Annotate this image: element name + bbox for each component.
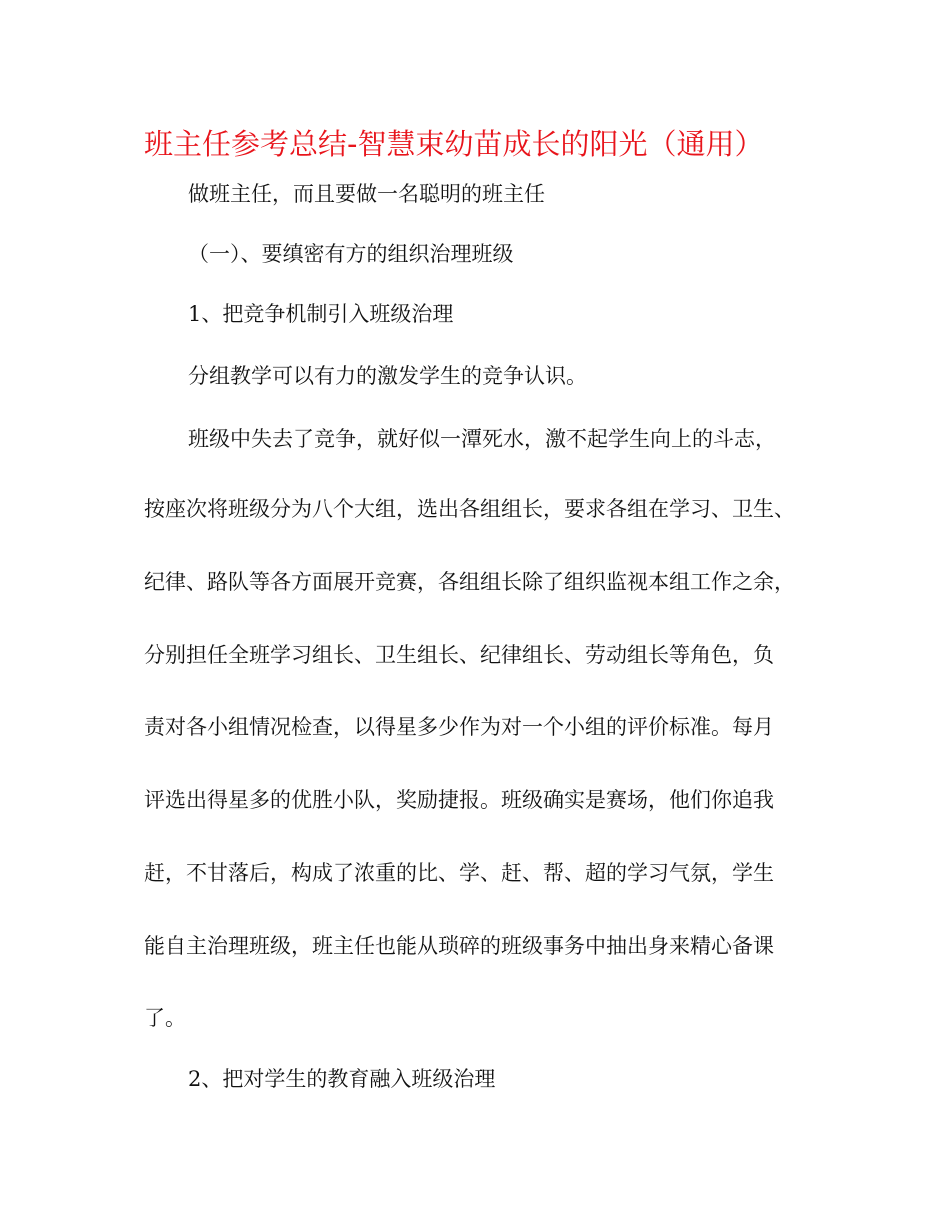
text-line: 分别担任全班学习组长、卫生组长、纪律组长、劳动组长等角色，负: [144, 643, 774, 667]
text-line: 班级中失去了竞争，就好似一潭死水，激不起学生向上的斗志，: [188, 427, 776, 451]
subheading-1: 1、把竞争机制引入班级治理: [188, 302, 454, 326]
text-line: 分组教学可以有力的激发学生的竞争认识。: [188, 364, 587, 388]
text-line: 评选出得星多的优胜小队，奖励捷报。班级确实是赛场，他们你追我: [144, 788, 774, 812]
text-line: 按座次将班级分为八个大组，选出各组组长，要求各组在学习、卫生、: [144, 497, 795, 521]
text-line: 能自主治理班级，班主任也能从琐碎的班级事务中抽出身来精心备课: [144, 934, 774, 958]
text-line-intro: 做班主任，而且要做一名聪明的班主任: [188, 182, 545, 206]
document-title: 班主任参考总结-智慧束幼苗成长的阳光（通用）: [144, 127, 764, 161]
subheading-2: 2、把对学生的教育融入班级治理: [188, 1067, 496, 1091]
section-heading-1: （一）、要缜密有方的组织治理班级: [188, 242, 514, 266]
text-line: 责对各小组情况检查，以得星多少作为对一个小组的评价标准。每月: [144, 715, 774, 739]
text-line: 纪律、路队等各方面展开竞赛，各组组长除了组织监视本组工作之余，: [144, 570, 795, 594]
text-line: 了。: [144, 1006, 186, 1030]
text-line: 赶，不甘落后，构成了浓重的比、学、赶、帮、超的学习气氛，学生: [144, 861, 774, 885]
